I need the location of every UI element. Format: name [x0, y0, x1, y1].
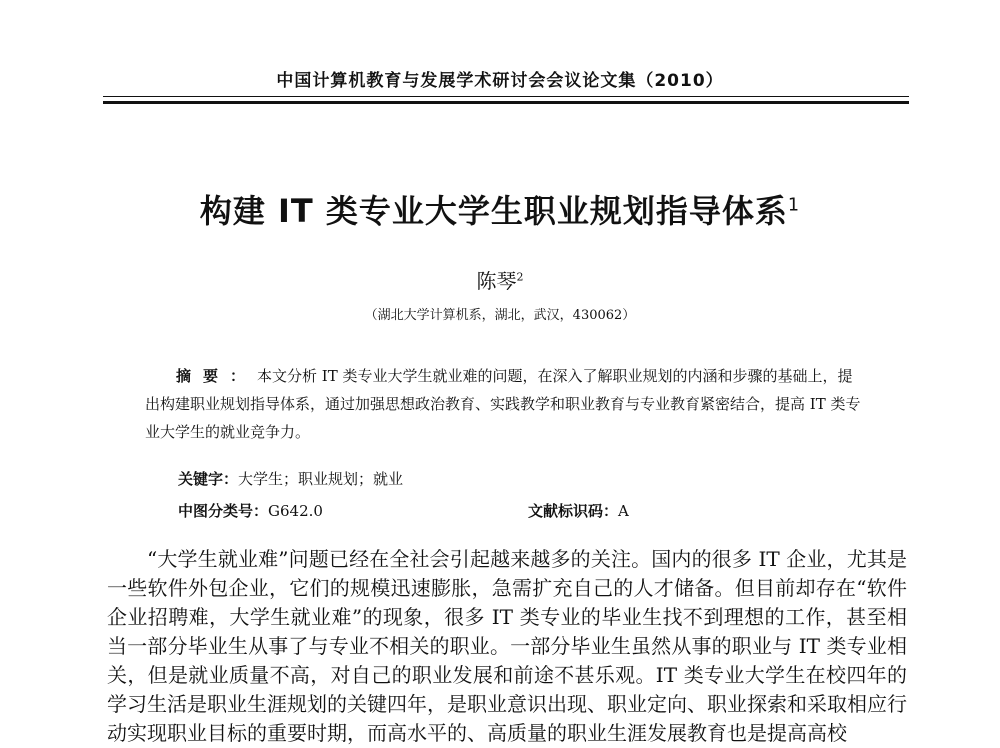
body-paragraph: “大学生就业难”问题已经在全社会引起越来越多的关注。国内的很多 IT 企业，尤其是一些软件外包企业，它们的规模迅速膨胀，急需扩充自己的人才储备。但目前却存在“软件企业招聘难，大学生就业难”的现象，很多 IT 类专业的毕业生找不到理想的工作，甚至相当一部分毕业生从事了与专业不相关的职业。一部分毕业生虽然从事的职业与 IT 类专业相关，但是就业质量不高，对自己的职业发展和前途不甚乐观。IT 类专业大学生在校四年的学习生活是职业生涯规划的关键四年，是职业意识出现、职业定向、职业探索和采取相应行动实现职业目标的重要时期，而高水平的、高质量的职业生涯发展教育也是提高高校 — [107, 547, 907, 745]
paper-title — [0, 186, 1000, 232]
author — [0, 265, 1000, 294]
keywords-value: 大学生；职业规划；就业 — [238, 470, 404, 488]
title-footnote-marker: 1 — [787, 195, 801, 216]
clc-label: 中图分类号： — [178, 502, 269, 520]
keywords-row — [178, 468, 403, 489]
keywords-label: 关键字： — [178, 470, 239, 488]
author-name: 陈琴 — [476, 269, 517, 293]
running-header: 中国计算机教育与发展学术研讨会会议论文集（2010） — [276, 71, 724, 91]
affiliation: （湖北大学计算机系，湖北，武汉，430062） — [364, 308, 636, 323]
classification-row — [178, 500, 878, 521]
abstract — [145, 362, 867, 446]
abstract-text: 本文分析 IT 类专业大学生就业难的问题，在深入了解职业规划的内涵和步骤的基础上，提出构建职业规划指导体系，通过加强思想政治教育、实践教学和职业教育与专业教育紧密结合，提高 IT 类专业大学生的就业竞争力。 — [145, 367, 861, 441]
author-footnote-marker: 2 — [516, 270, 524, 284]
abstract-label: 摘要： — [176, 367, 258, 385]
doc-code-label: 文献标识码： — [528, 502, 619, 520]
document-code — [528, 500, 629, 521]
header-rule-thin — [103, 96, 909, 97]
doc-code-value: A — [618, 502, 629, 520]
clc-value: G642.0 — [268, 502, 323, 520]
header-rule-thick — [103, 101, 909, 104]
paper-title-text: 构建 IT 类专业大学生职业规划指导体系 — [199, 192, 788, 230]
